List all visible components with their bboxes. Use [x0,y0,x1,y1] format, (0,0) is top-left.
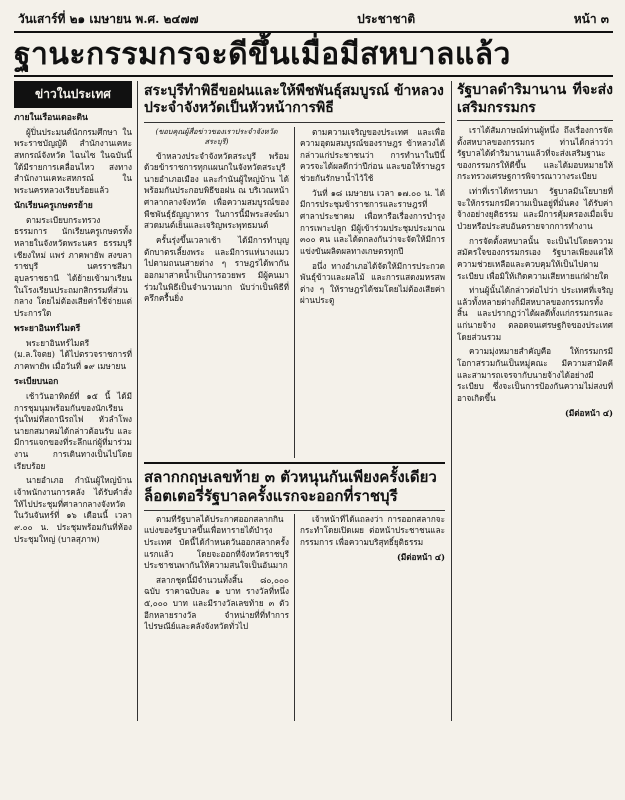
left-paragraph-2: ตามระเบียบกระทรวงธรรมการ นักเรียนครูเกษตรทั้งหลายในจังหวัดพระนคร ธรรมบุรี เชียงใหม่ แพร่ ภาคพายัพ สงขลา ราชบุรี นครราชสีมา อุบลราชธานี ได้ย้ายเข้ามาเรียนในโรงเรียนประถมกสิกรรมที่ส่วนกลาง โดยไม่ต้องเสียค่าใช้จ่ายแต่ประการใด [14,214,132,318]
right-paragraph-4: ท่านผู้นั้นได้กล่าวต่อไปว่า ประเทศที่เจริญแล้วทั้งหลายต่างก็มีสหบาลของกรรมกรทั้งสิ้น และปรากฏว่าได้ผลดีทั้งแก่กรรมกรและแก่นายจ้าง ตลอดจนเศรษฐกิจของประเทศโดยส่วนรวม [457,285,613,342]
article-caption: (ขอบคุณผู้สื่อข่าวของเราประจำจังหวัดสระบุรี) [155,126,278,147]
left-subhead-4: ระเบียบนอก [14,376,59,387]
section-banner: ข่าวในประเทศ [14,81,132,108]
left-subhead-2: นักเรียนครูเกษตรย้าย [14,200,93,211]
lottery-headline: สลากกฤษเลขท้าย ๓ ตัวหนุนกันเพียงครั้งเดียว ล็อตเตอรี่รัฐบาลครั้งแรกจะออกที่ราชบุรี [144,462,445,511]
article-area [14,81,613,721]
right-column [451,81,613,721]
issue-date: วันเสาร์ที่ ๒๑ เมษายน พ.ศ. ๒๔๗๗ [18,12,199,26]
mid-paragraph-1: ข้าหลวงประจำจังหวัดสระบุรี พร้อมด้วยข้าราชการทุกแผนกในจังหวัดสระบุรี นายอำเภอเมือง และกำนันผู้ใหญ่บ้าน ได้พร้อมกันประกอบพิธีขอฝน ณ บริเวณหน้าศาลากลางจังหวัด เพื่อความสมบูรณ์ของพืชพันธุ์ธัญญาหาร ในการนี้มีพระสงฆ์มาสวดมนต์เย็นและเจริญพระพุทธมนต์ [144,150,289,231]
lottery-column-1 [144,514,289,721]
right-paragraph-1: เราได้สัมภาษณ์ท่านผู้หนึ่ง ถึงเรื่องการจัดตั้งสหบาลของกรรมกร ท่านได้กล่าวว่า รัฐบาลได้ดำริมานานแล้วที่จะส่งเสริมฐานะของกรรมกรให้ดีขึ้น และได้มอบหมายให้กระทรวงเศรษฐการพิจารณาวางระเบียบ [457,124,613,182]
paper-name: ประชาชาติ [357,12,416,26]
saraburi-article [144,127,445,458]
left-paragraph-1: ผู้ปิ่นประมนต์นักกรมศึกษา ในพระราชบัญญัติ สำนักงานเคหะสหกรณ์จังหวัด ไฉนไซ ในฉบันนี้ ใด้มีรายการเคลื่อนไหว สงทางสำนักงานเคหะสหกรณ์ ในพระนครหลวงเรียบร้อยแล้ว [14,126,132,195]
mid-paragraph-3: ตามความเจริญของประเทศ และเพื่อความอุดมสมบูรณ์ของราษฎร ข้าหลวงได้กล่าวแก่ประชาชนว่า การทำนาในปีนี้ควรจะได้ผลดีกว่าปีก่อน และขอให้ราษฎรช่วยกันรักษาน้ำไว้ใช้ [300,126,445,184]
main-headline: ฐานะกรรมกรจะดีขึ้นเมื่อมีสหบาลแล้ว [14,33,613,77]
right-paragraph-3: การจัดตั้งสหบาลนั้น จะเป็นไปโดยความสมัครใจของกรรมกรเอง รัฐบาลเพียงแต่ให้ความช่วยเหลือและควบคุมให้เป็นไปตามระเบียบ เพื่อมิให้เกิดความเสียหายแก่ฝ่ายใด [457,235,613,281]
right-paragraph-2: เท่าที่เราได้ทราบมา รัฐบาลมีนโยบายที่จะให้กรรมกรมีความเป็นอยู่ที่มั่นคง ได้รับค่าจ้างอย่างยุติธรรม และมีการคุ้มครองเมื่อเจ็บป่วยหรือประสบอันตรายจากการทำงาน [457,186,613,231]
left-subhead-1: ภายในเรือนเดอะดิน [14,112,88,123]
left-paragraph-5: นายอำเภอ กำนันผู้ใหญ่บ้าน เจ้าพนักงานการคลัง ได้รับคำสั่งให้ไปประชุมที่ศาลากลางจังหวัด ในวันจันทร์ที่ ๑๖ เดือนนี้ เวลา ๙.๐๐ น. ประชุมพร้อมกันที่ห้องประชุมใหญ่ (บาลสุภาพ) [14,475,132,544]
lottery-column-2 [294,514,445,721]
left-paragraph-4: เช้าวันอาทิตย์ที่ ๑๕ นี้ ได้มีการชุมนุมพร้อมกันของนักเรียนรุ่นใหม่ที่สถานีรถไฟ หัวลำโพง นายกสมาคมได้กล่าวต้อนรับ และมีการแจกของที่ระลึกแก่ผู้ที่มาร่วมงาน การเดินทางเป็นไปโดยเรียบร้อย [14,390,132,471]
mid-column-2 [294,127,445,458]
saraburi-headline: สระบุรีทำพิธีขอฝนและให้พืชพันธุ์สมบูรณ์ ข้าหลวงประจำจังหวัดเป็นหัวหน้าการพิธี [144,81,445,123]
labor-headline: รัฐบาลดำริมานาน ที่จะส่งเสริมกรรมกร [457,81,613,121]
mid-column-1 [144,127,289,458]
masthead [14,6,613,33]
continued-note-right: (มีต่อหน้า ๔) [564,407,613,418]
lottery-paragraph-1: ตามที่รัฐบาลได้ประกาศออกสลากกินแบ่งของรัฐบาลขึ้นเพื่อหารายได้บำรุงประเทศ บัดนี้ได้กำหนดวันออกสลากครั้งแรกแล้ว โดยจะออกที่จังหวัดราชบุรี ประชาชนพากันให้ความสนใจเป็นอันมาก [144,513,289,571]
middle-section [144,81,445,721]
lottery-paragraph-3: เจ้าหน้าที่ได้แถลงว่า การออกสลากจะกระทำโดยเปิดเผย ต่อหน้าประชาชนและกรรมการ เพื่อความบริสุทธิ์ยุติธรรม [300,513,445,547]
lottery-article [144,514,445,721]
left-subhead-3: พระยาอินทร์ไมตรี [14,323,81,334]
left-paragraph-3: พระยาอินทร์ไมตรี (ม.ล.ใจตย) ได้ไปตรวจราชการที่ภาคพายัพ เมื่อวันที่ ๑๙ เมษายน [14,337,132,372]
page-number: หน้า ๓ [573,12,609,26]
mid-paragraph-4: วันที่ ๑๘ เมษายน เวลา ๑๗.๐๐ น. ได้มีการประชุมข้าราชการและราษฎรที่ศาลาประชาคม เพื่อหารือเรื่องการบำรุงการเพาะปลูก มีผู้เข้าร่วมประชุมประมาณ ๓๐๐ คน และได้ตกลงกันว่าจะจัดให้มีการแข่งขันผลิตผลทางเกษตรทุกปี [300,187,445,256]
mid-paragraph-5: อนึ่ง ทางอำเภอได้จัดให้มีการประกวดพันธุ์ข้าวและผลไม้ และการแสดงมหรสพต่าง ๆ ให้ราษฎรได้ชมโดยไม่ต้องเสียค่าผ่านประตู [300,260,445,306]
left-column [14,81,138,721]
right-paragraph-5: ความมุ่งหมายสำคัญคือ ให้กรรมกรมีโอกาสรวมกันเป็นหมู่คณะ มีความสามัคคี และสามารถเจรจากับนายจ้างได้อย่างมีระเบียบ ซึ่งจะเป็นการป้องกันความไม่สงบที่อาจเกิดขึ้น [457,346,613,403]
continued-note-mid: (มีต่อหน้า ๔) [396,551,445,562]
mid-paragraph-2: ครั้นรุ่งขึ้นเวลาเช้า ได้มีการทำบุญตักบาตรเลี้ยงพระ และมีการแห่นางแมวไปตามถนนสายต่าง ๆ ราษฎรได้พากันออกมาสาดน้ำเป็นการอวยพร มีผู้คนมาร่วมในพิธีเป็นจำนวนมาก นับว่าเป็นพิธีที่ครึกครื้นยิ่ง [144,235,289,304]
lottery-paragraph-2: สลากชุดนี้มีจำนวนทั้งสิ้น ๘๐,๐๐๐ ฉบับ ราคาฉบับละ ๑ บาท รางวัลที่หนึ่ง ๕,๐๐๐ บาท และมีรางวัลเลขท้าย ๓ ตัวอีกหลายรางวัล จำหน่ายที่ที่ทำการไปรษณีย์และคลังจังหวัดทั่วไป [144,574,289,632]
